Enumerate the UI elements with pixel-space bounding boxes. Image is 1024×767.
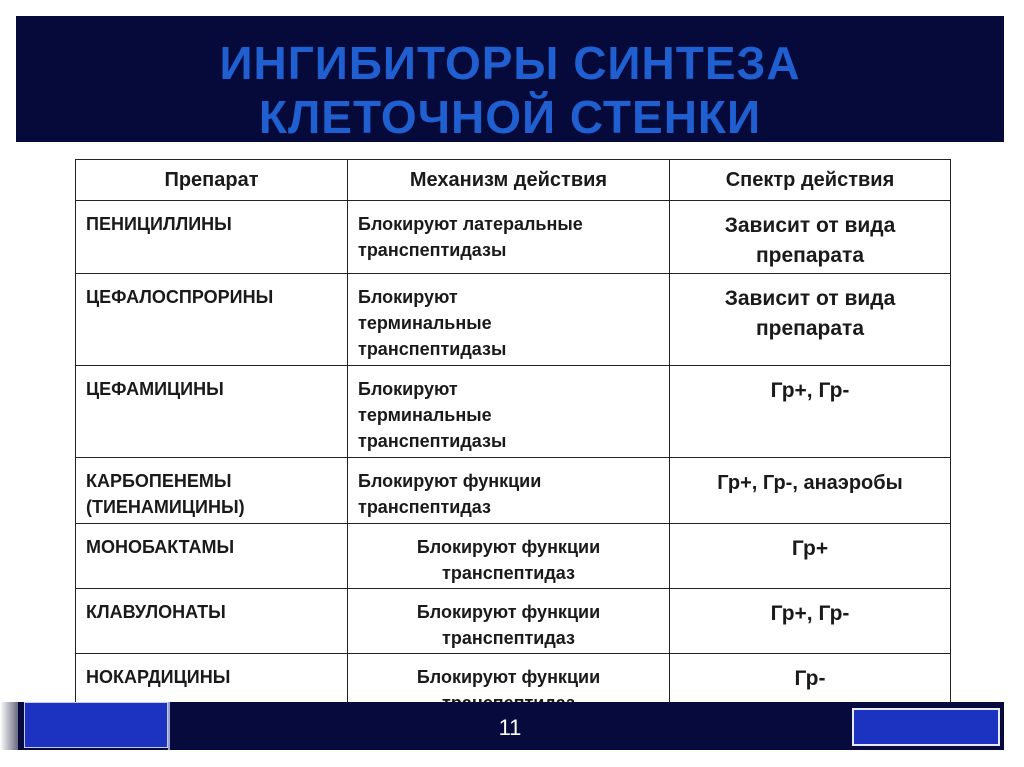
mechanism-cell: Блокируют функции транспептидаз <box>348 589 670 654</box>
mechanism-cell: Блокируют функции <box>348 654 670 719</box>
mechanism-cell: Блокируют функции транспептидаз <box>348 524 670 589</box>
mechanism-cell: Блокируют терминальные транспептидазы <box>348 274 670 366</box>
table-row <box>76 458 951 524</box>
table-header-row <box>76 160 951 201</box>
spectrum-cell: Зависит от вида препарата <box>670 274 951 366</box>
mechanism-cell: Блокируют латеральные транспептидазы <box>348 201 670 274</box>
page-number: 11 <box>498 715 522 740</box>
drug-cell: ЦЕФАМИЦИНЫ <box>76 366 348 458</box>
spectrum-cell: Гр+, Гр- <box>670 366 951 458</box>
slide-title-line-2: КЛЕТОЧНОЙ СТЕНКИ <box>258 91 762 143</box>
spectrum-cell: Гр- <box>670 654 951 719</box>
footer-divider <box>168 702 170 750</box>
footer-left-box <box>24 702 168 748</box>
spectrum-cell: Зависит от вида препарата <box>670 201 951 274</box>
header-mechanism: Механизм действия <box>348 160 670 201</box>
header-spectrum: Спектр действия <box>670 160 951 201</box>
spectrum-cell: Гр+, Гр-, анаэробы <box>670 458 951 524</box>
title-banner <box>16 16 1004 142</box>
table-row <box>76 274 951 366</box>
drug-cell: МОНОБАКТАМЫ <box>76 524 348 589</box>
drug-table <box>75 159 951 719</box>
drug-cell: КЛАВУЛОНАТЫ <box>76 589 348 654</box>
footer-right-box <box>852 708 1000 746</box>
drug-cell: КАРБОПЕНЕМЫ (ТИЕНАМИЦИНЫ) <box>76 458 348 524</box>
table-row <box>76 201 951 274</box>
mechanism-cell: Блокируют функции транспептидаз <box>348 458 670 524</box>
footer-shadow <box>0 702 18 750</box>
table-row <box>76 589 951 654</box>
header-drug: Препарат <box>76 160 348 201</box>
drug-cell: ЦЕФАЛОСПРОРИНЫ <box>76 274 348 366</box>
drug-cell: НОКАРДИЦИНЫ <box>76 654 348 719</box>
table-row <box>76 366 951 458</box>
drug-cell: ПЕНИЦИЛЛИНЫ <box>76 201 348 274</box>
mechanism-cell: Блокируют терминальные транспептидазы <box>348 366 670 458</box>
footer-bar <box>0 702 1024 752</box>
spectrum-cell: Гр+, Гр- <box>670 589 951 654</box>
slide-title-line-1: ИНГИБИТОРЫ СИНТЕЗА <box>219 37 801 89</box>
spectrum-cell: Гр+ <box>670 524 951 589</box>
table-row <box>76 524 951 589</box>
